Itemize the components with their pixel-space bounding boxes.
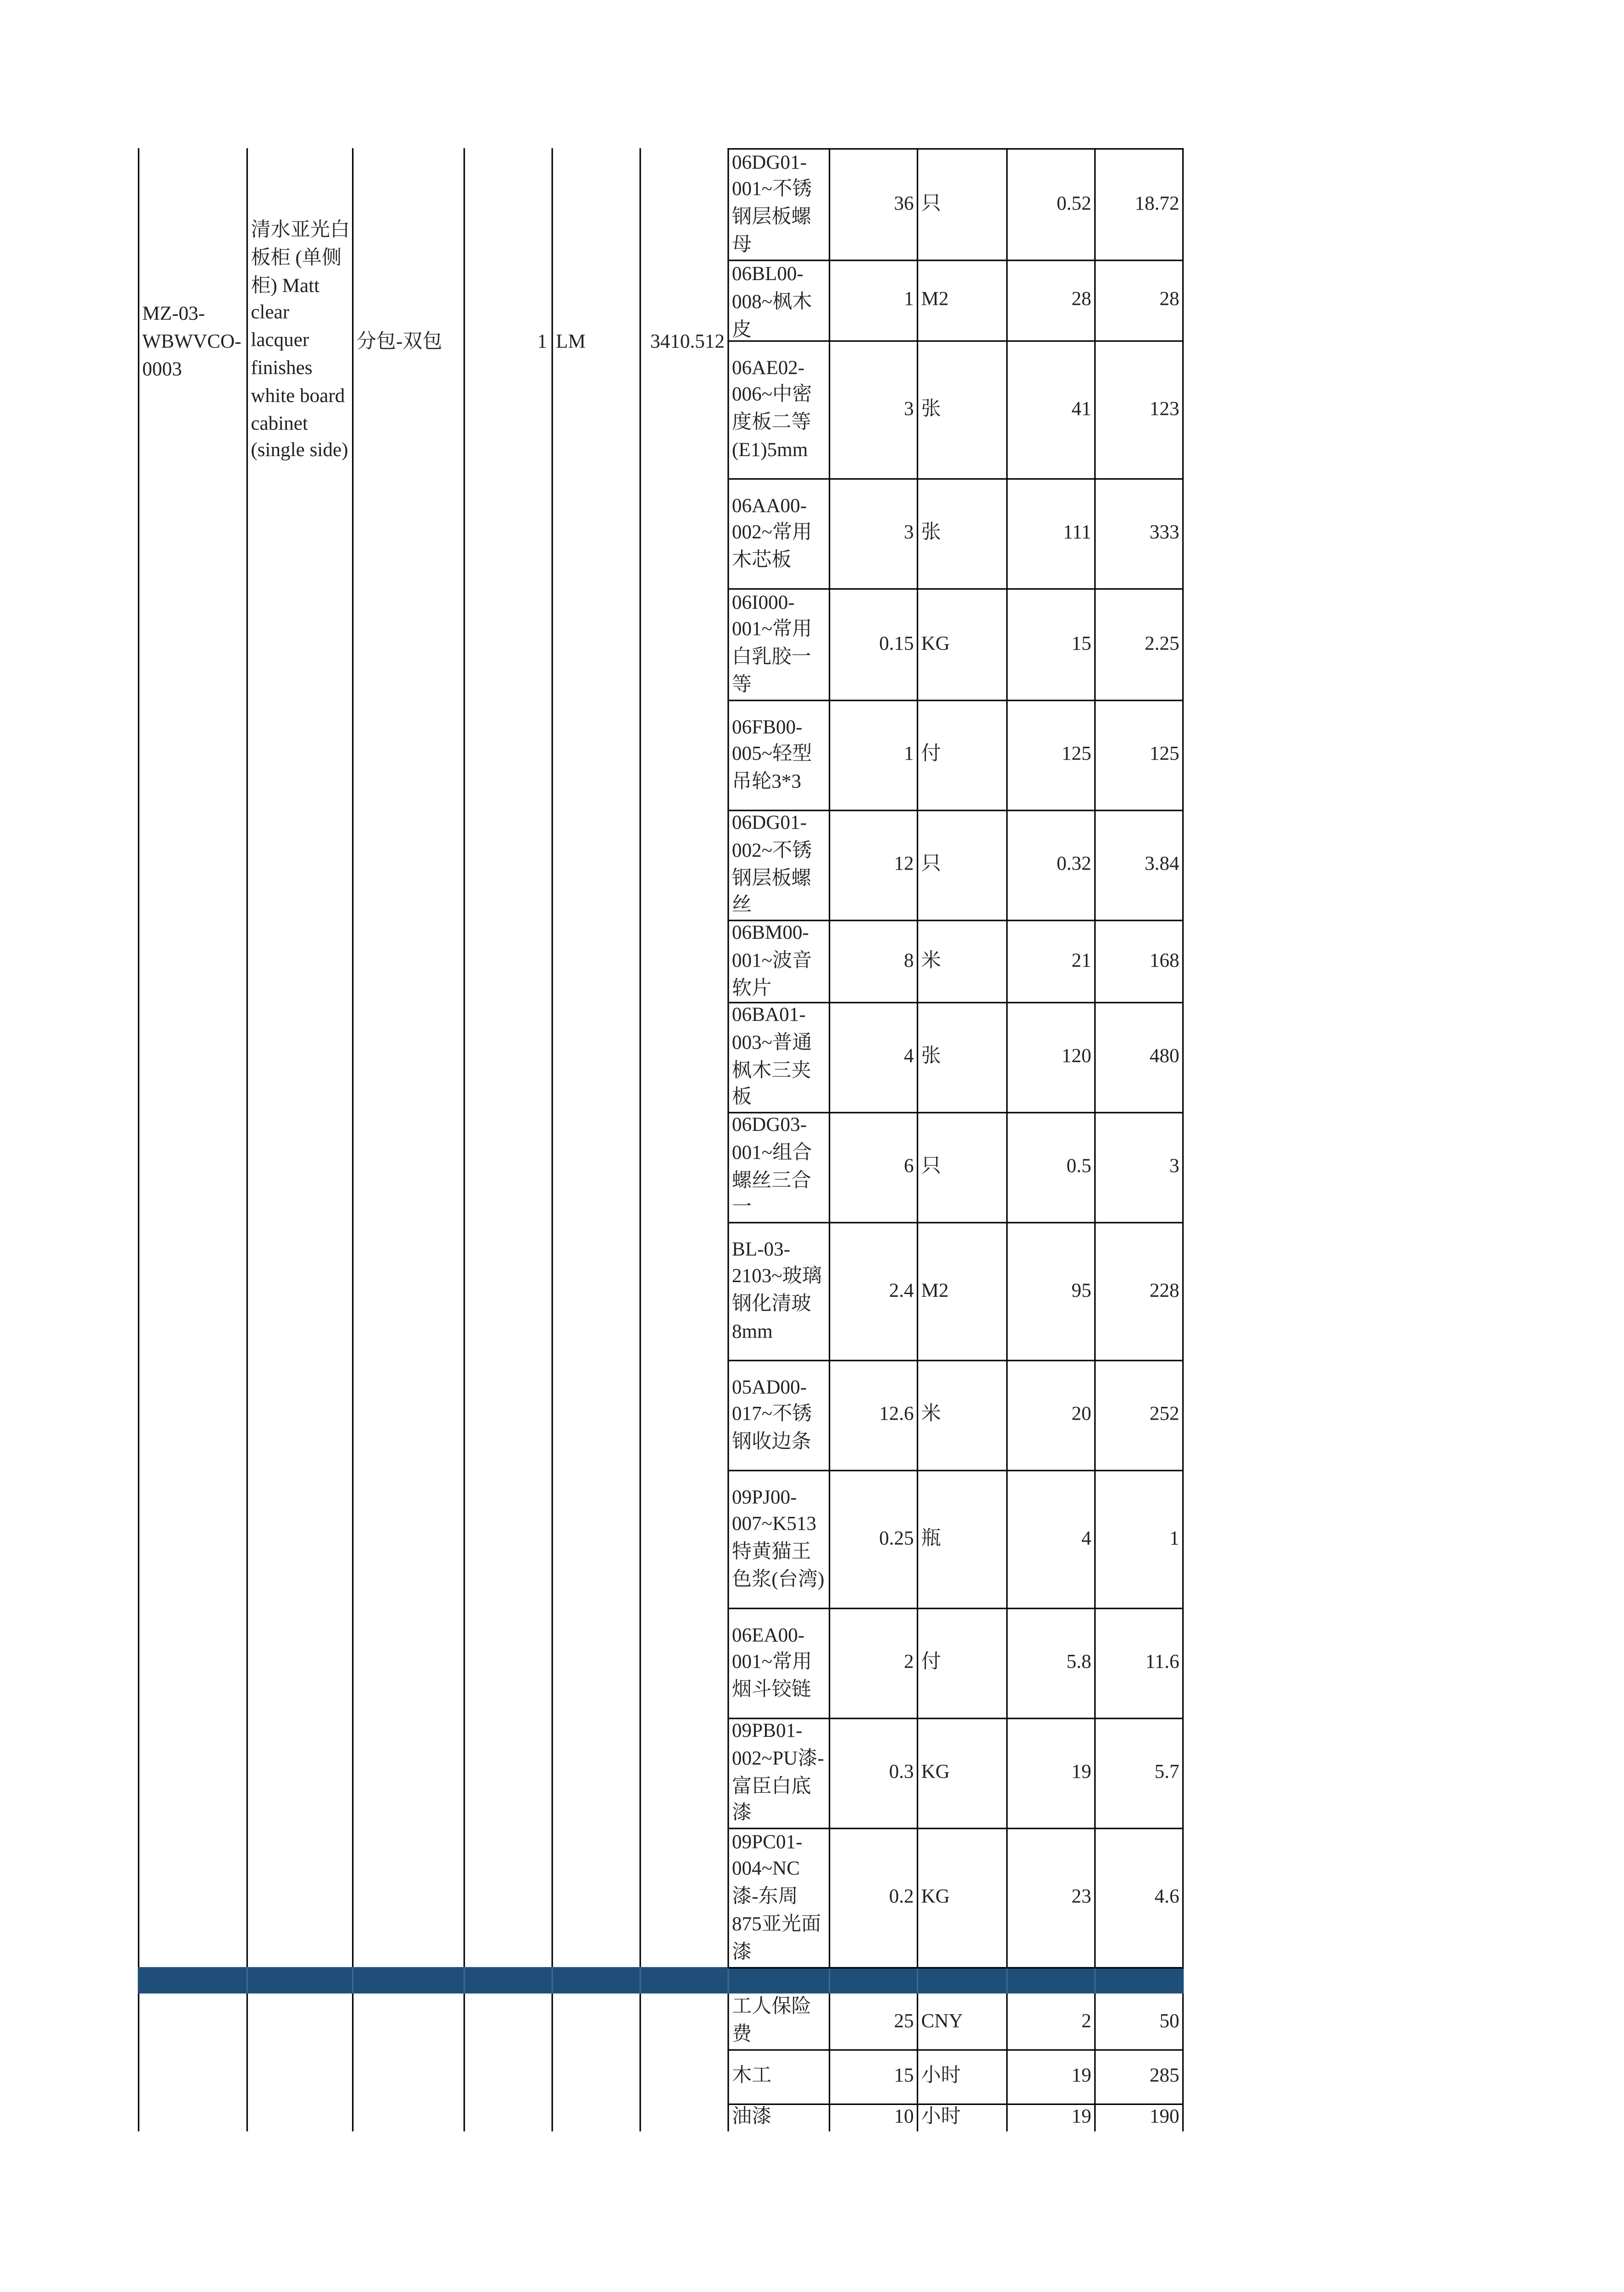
material-qty: 3 [904,521,914,543]
grid-line [727,148,1184,149]
material-name: 09PC01-004~NC漆-东周875亚光面漆 [732,1830,821,1962]
material-total: 11.6 [1145,1650,1179,1672]
material-unit: KG [921,631,950,654]
material-total: 28 [1159,287,1179,310]
material-price: 0.32 [1057,852,1091,875]
material-price: 95 [1071,1278,1091,1300]
grid-line [1182,148,1184,2131]
material-total: 2.25 [1145,631,1179,654]
grid-line [247,148,248,2131]
material-price: 0.52 [1057,191,1091,214]
grid-line [727,1608,1184,1609]
material-name: 06AA00-002~常用木芯板 [732,493,812,571]
grid-line [138,148,139,2131]
item-price: 3410.512 [650,330,725,352]
grid-line [727,1222,1184,1223]
material-total: 1 [1169,1526,1179,1548]
material-qty: 3 [904,397,914,419]
grid-line [1006,148,1007,2131]
labor-name: 木工 [732,2064,772,2086]
material-qty: 2 [904,1650,914,1672]
material-unit: 张 [921,1044,941,1067]
material-unit: M2 [921,1278,949,1300]
material-total: 5.7 [1154,1760,1179,1782]
grid-line [829,148,830,2131]
material-price: 20 [1071,1402,1091,1425]
grid-line [727,340,1184,342]
material-name: 06DG03-001~组合螺丝三合一 [732,1113,812,1218]
material-unit: 米 [921,1402,941,1425]
item-package: 分包-双包 [356,330,442,352]
material-name: 06FB00-005~轻型吊轮3*3 [732,715,812,793]
material-name: BL-03-2103~玻璃钢化清玻8mm [732,1237,822,1342]
grid-line [463,148,465,2131]
material-qty: 0.25 [879,1526,914,1548]
labor-name: 工人保险费 [732,1995,811,2045]
material-price: 0.5 [1066,1154,1091,1177]
material-name: 06I000-001~常用白乳胶一等 [732,590,812,695]
grid-line [247,1967,248,1994]
material-unit: M2 [921,287,949,310]
material-price: 23 [1071,1885,1091,1907]
material-unit: KG [921,1885,950,1907]
grid-line [551,1967,553,1994]
material-name: 05AD00-017~不锈钢收边条 [732,1375,812,1453]
section-band [138,1967,1184,1994]
labor-total: 50 [1159,2009,1179,2031]
grid-line [463,1967,465,1994]
grid-line [727,478,1184,479]
material-total: 125 [1150,742,1179,765]
labor-price: 2 [1081,2009,1091,2031]
material-total: 3.84 [1145,852,1179,875]
grid-line [727,1360,1184,1361]
material-unit: 瓶 [921,1526,941,1548]
material-name: 09PB01-002~PU漆-富臣白底漆 [732,1719,824,1824]
material-unit: 张 [921,397,941,419]
material-name: 06AE02-006~中密度板二等(E1)5mm [732,356,812,461]
material-qty: 0.15 [879,631,914,654]
labor-price: 19 [1071,2064,1091,2086]
material-unit: KG [921,1760,950,1782]
material-price: 4 [1081,1526,1091,1548]
material-total: 3 [1169,1154,1179,1177]
material-name: 06BA01-003~普通枫木三夹板 [732,1003,812,1108]
item-qty: 1 [537,330,547,352]
material-price: 120 [1062,1044,1091,1067]
material-name: 06DG01-002~不锈钢层板螺丝 [732,811,812,916]
material-unit: 只 [921,1154,941,1177]
grid-line [727,2049,1184,2050]
material-total: 18.72 [1134,191,1179,214]
grid-line [1094,148,1096,2131]
material-price: 28 [1071,287,1091,310]
material-unit: 付 [921,742,941,765]
material-unit: 米 [921,948,941,970]
material-unit: 付 [921,1650,941,1672]
labor-unit: 小时 [921,2105,961,2127]
material-total: 333 [1150,521,1179,543]
grid-line [917,148,918,2131]
material-price: 41 [1071,397,1091,419]
material-qty: 0.2 [889,1885,914,1907]
material-total: 228 [1150,1278,1179,1300]
labor-total: 285 [1150,2064,1179,2086]
labor-price: 19 [1071,2105,1091,2127]
material-unit: 只 [921,852,941,875]
grid-line [639,1967,641,1994]
labor-unit: 小时 [921,2064,961,2086]
material-price: 111 [1063,521,1091,543]
material-price: 19 [1071,1760,1091,1782]
material-qty: 1 [904,742,914,765]
labor-total: 190 [1150,2105,1179,2127]
grid-line [1006,1967,1007,1994]
labor-qty: 15 [894,2064,914,2086]
material-qty: 6 [904,1154,914,1177]
material-unit: 只 [921,191,941,214]
labor-name: 油漆 [732,2105,772,2127]
labor-qty: 10 [894,2105,914,2127]
material-name: 09PJ00-007~K513特黄猫王色浆(台湾) [732,1485,825,1590]
material-price: 5.8 [1066,1650,1091,1672]
grid-line [917,1967,918,1994]
grid-line [352,148,353,2131]
grid-line [727,1967,1184,1968]
material-qty: 2.4 [889,1278,914,1300]
material-total: 123 [1150,397,1179,419]
grid-line [727,1967,729,1994]
material-total: 252 [1150,1402,1179,1425]
grid-line [551,148,553,2131]
material-name: 06EA00-001~常用烟斗铰链 [732,1623,812,1701]
material-name: 06DG01-001~不锈钢层板螺母 [732,150,812,255]
grid-line [639,148,641,2131]
material-total: 168 [1150,948,1179,970]
grid-line [829,1967,830,1994]
item-code: MZ-03-WBWVCO-0003 [142,302,242,380]
material-name: 06BM00-001~波音软片 [732,921,812,998]
labor-unit: CNY [921,2009,963,2031]
item-unit: LM [556,330,586,352]
grid-line [1094,1967,1096,1994]
grid-line [727,700,1184,701]
material-unit: 张 [921,521,941,543]
grid-line [352,1967,353,1994]
grid-line [727,148,729,2131]
item-description: 清水亚光白板柜 (单侧柜) Matt clear lacquer finishes white board cabinet (single side) [251,218,350,461]
material-total: 480 [1150,1044,1179,1067]
material-qty: 36 [894,191,914,214]
material-qty: 8 [904,948,914,970]
material-qty: 0.3 [889,1760,914,1782]
material-price: 21 [1071,948,1091,970]
material-qty: 4 [904,1044,914,1067]
grid-line [727,1470,1184,1471]
material-name: 06BL00-008~枫木皮 [732,262,812,340]
material-total: 4.6 [1154,1885,1179,1907]
material-qty: 12 [894,852,914,875]
labor-qty: 25 [894,2009,914,2031]
material-price: 15 [1071,631,1091,654]
material-qty: 12.6 [879,1402,914,1425]
material-price: 125 [1062,742,1091,765]
material-qty: 1 [904,287,914,310]
